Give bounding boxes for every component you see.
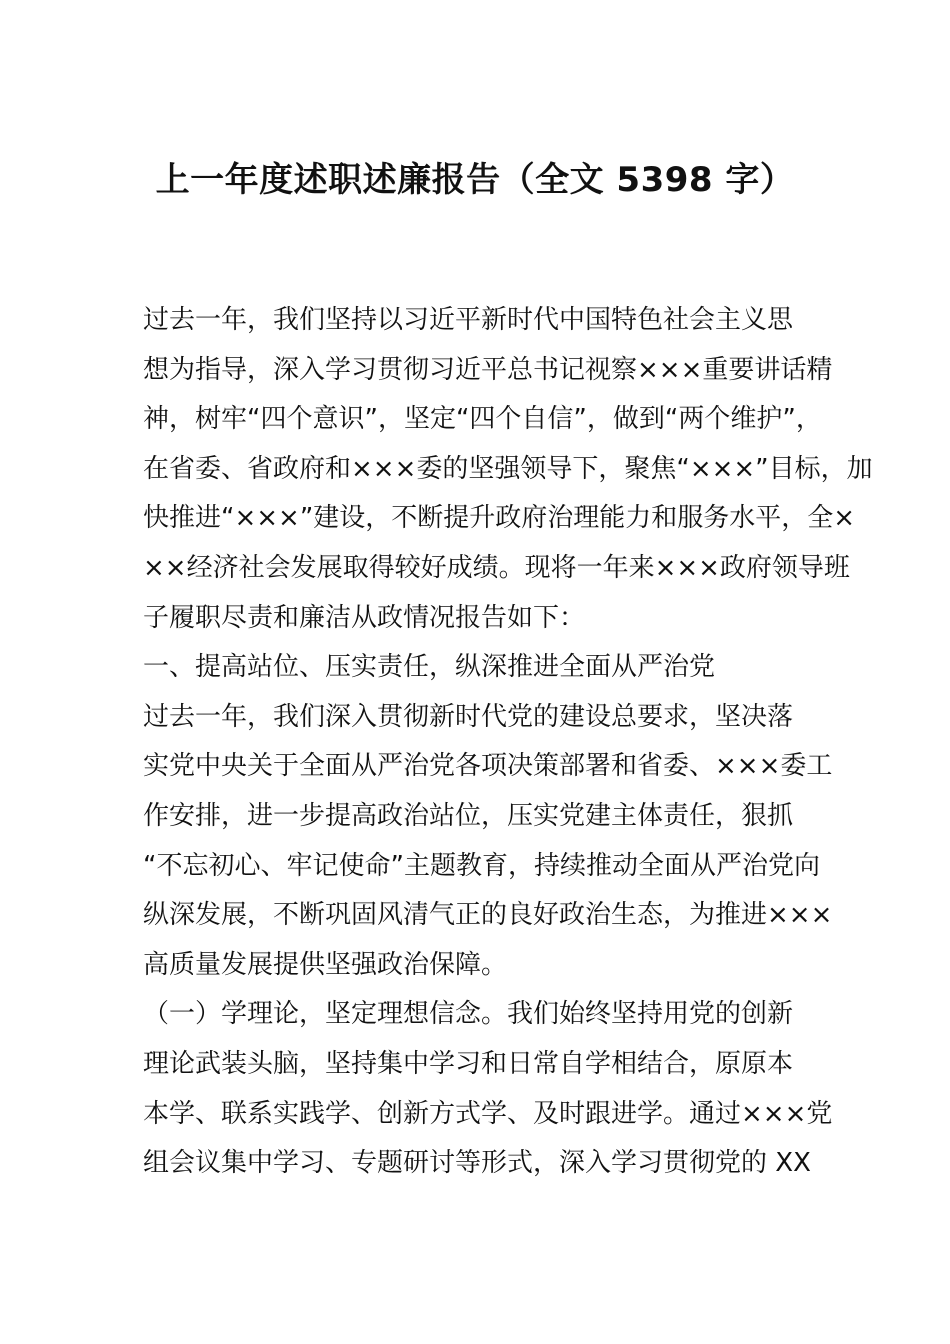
body-line: 理论武装头脑，坚持集中学习和日常自学相结合，原原本 [143,1048,794,1079]
body-line: 实党中央关于全面从严治党各项决策部署和省委、×××委工 [143,751,833,782]
body-line: 子履职尽责和廉洁从政情况报告如下： [143,602,586,633]
body-line: 过去一年，我们坚持以习近平新时代中国特色社会主义思 [143,305,794,335]
body-line: 组会议集中学习、专题研讨等形式，深入学习贯彻党的 XX [143,1148,811,1179]
body-line: 本学、联系实践学、创新方式学、及时跟进学。通过×××党 [143,1098,833,1129]
document-body [143,296,873,1189]
body-line: 高质量发展提供坚强政治保障。 [143,949,508,980]
body-line: 想为指导，深入学习贯彻习近平总书记视察×××重要讲话精 [143,354,833,385]
body-line: 作安排，进一步提高政治站位，压实党建主体责任，狠抓 [143,800,794,831]
section-heading: 一、提高站位、压实责任，纵深推进全面从严治党 [143,652,716,683]
body-line: （一）学理论，坚定理想信念。我们始终坚持用党的创新 [143,999,794,1030]
document-title: 上一年度述职述廉报告（全文 5398 字） [155,160,795,200]
body-line: 神，树牢“四个意识”，坚定“四个自信”，做到“两个维护”， [143,404,822,435]
body-line: 快推进“×××”建设，不断提升政府治理能力和服务水平，全× [143,503,856,534]
body-line: 过去一年，我们深入贯彻新时代党的建设总要求，坚决落 [143,701,794,732]
body-line: 纵深发展，不断巩固风清气正的良好政治生态，为推进××× [143,900,833,931]
body-line: “不忘初心、牢记使命”主题教育，持续推动全面从严治党向 [143,850,820,881]
body-line: ××经济社会发展取得较好成绩。现将一年来×××政府领导班 [143,552,850,583]
body-line: 在省委、省政府和×××委的坚强领导下，聚焦“×××”目标，加 [143,453,873,484]
